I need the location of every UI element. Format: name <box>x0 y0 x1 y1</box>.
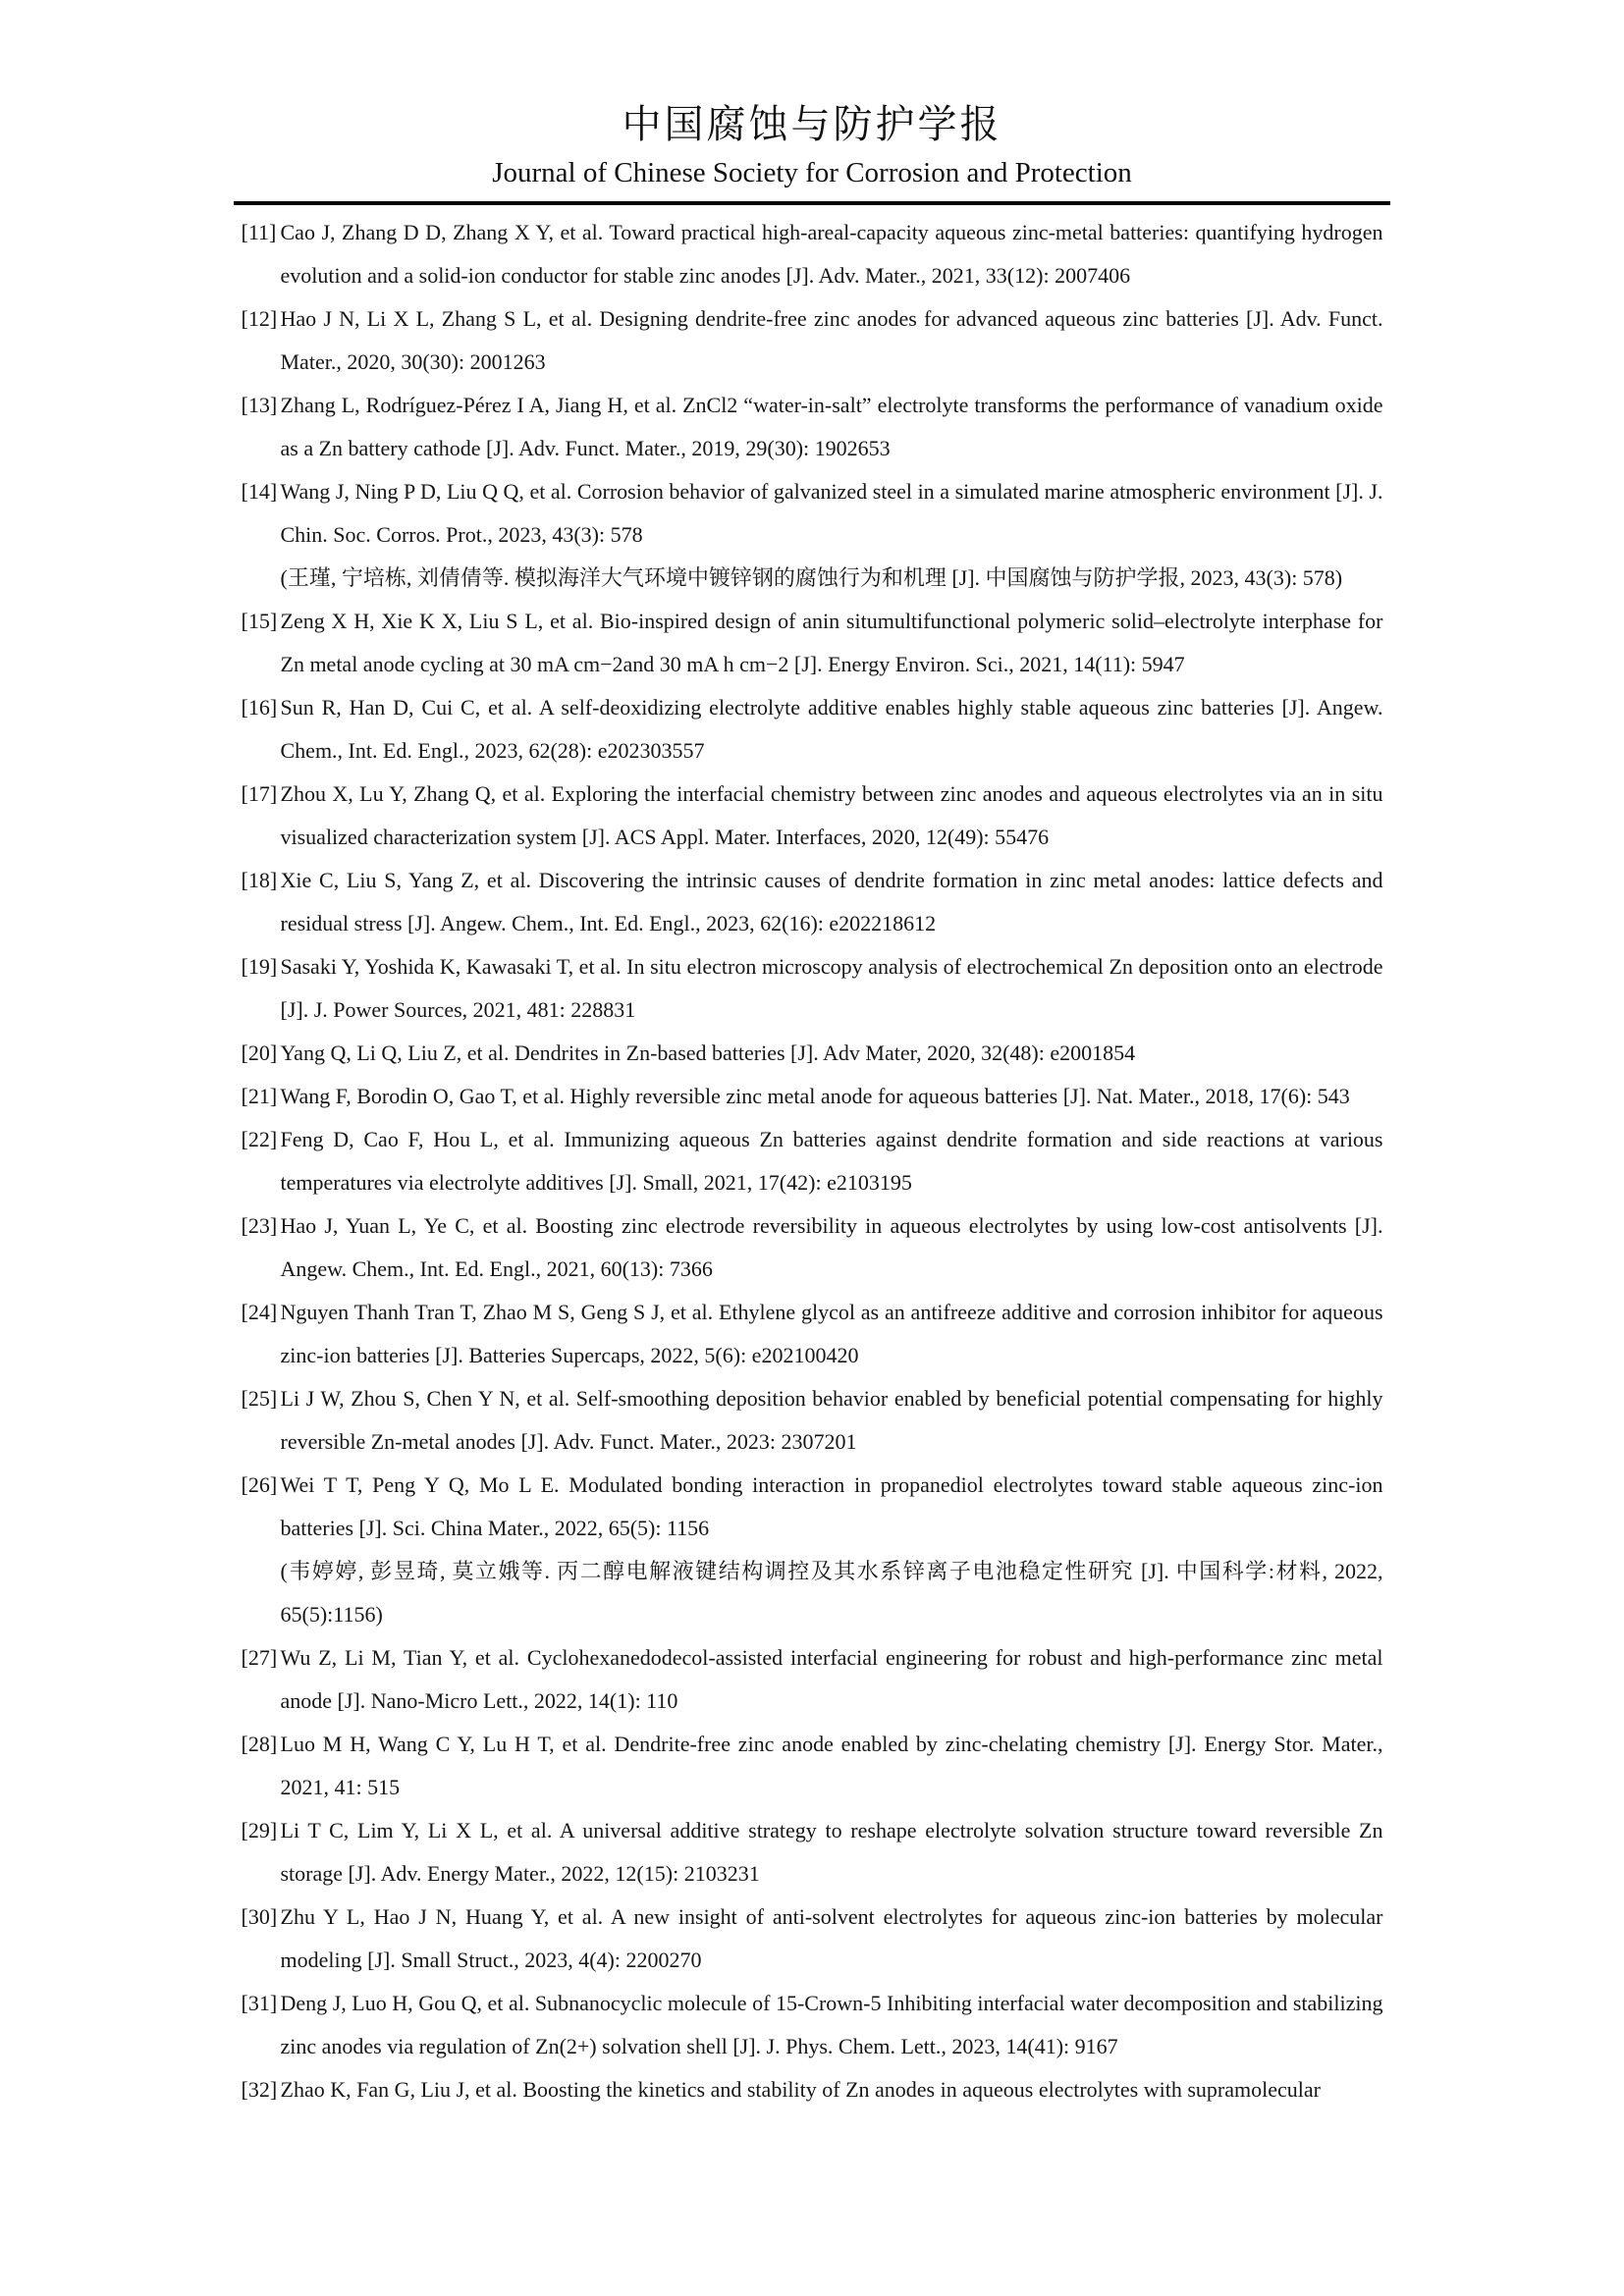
reference-number: [11] <box>241 220 277 244</box>
reference-item <box>242 1896 1383 1982</box>
reference-number: [12] <box>241 306 278 331</box>
reference-text: Wang F, Borodin O, Gao T, et al. Highly reversible zinc metal anode for aqueous batteries [J]. Nat. Mater., 2018, 17(6): 543 <box>280 1084 1350 1108</box>
reference-item <box>242 1075 1383 1118</box>
reference-item <box>242 1118 1383 1204</box>
reference-number: [26] <box>241 1472 278 1497</box>
reference-item <box>242 384 1383 470</box>
reference-item <box>242 600 1383 686</box>
reference-text: Zhou X, Lu Y, Zhang Q, et al. Exploring the interfacial chemistry between zinc anodes and aqueous electrolytes via an in situ visualized characterization system [J]. ACS Appl. Mater. Interfaces, 2020, 12(49): 55476 <box>280 781 1383 849</box>
reference-number: [15] <box>241 609 278 633</box>
reference-text: Luo M H, Wang C Y, Lu H T, et al. Dendrite-free zinc anode enabled by zinc-chelating chemistry [J]. Energy Stor. Mater., 2021, 41: 515 <box>280 1732 1383 1799</box>
reference-number: [24] <box>241 1300 278 1324</box>
reference-item <box>242 686 1383 773</box>
reference-number: [18] <box>241 868 278 892</box>
reference-text: Hao J, Yuan L, Ye C, et al. Boosting zinc electrode reversibility in aqueous electrolytes by using low-cost antisolvents [J]. Angew. Chem., Int. Ed. Engl., 2021, 60(13): 7366 <box>280 1213 1383 1281</box>
reference-item <box>242 297 1383 384</box>
reference-chinese-translation: (韦婷婷, 彭昱琦, 莫立娥等. 丙二醇电解液键结构调控及其水系锌离子电池稳定性研究 [J]. 中国科学:材料, 2022, 65(5):1156) <box>280 1559 1383 1627</box>
reference-text: Zeng X H, Xie K X, Liu S L, et al. Bio-inspired design of anin situmultifunctional polymeric solid–electrolyte interphase for Zn metal anode cycling at 30 mA cm−2and 30 mA h cm−2 [J]. Energy Environ. Sci., 2021, 14(11): 5947 <box>280 609 1383 676</box>
reference-item <box>242 773 1383 859</box>
reference-text: Deng J, Luo H, Gou Q, et al. Subnanocyclic molecule of 15-Crown-5 Inhibiting interfacial water decomposition and stabilizing zinc anodes via regulation of Zn(2+) solvation shell [J]. J. Phys. Chem. Lett., 2023, 14(41): 9167 <box>280 1991 1383 2058</box>
reference-item <box>242 1636 1383 1723</box>
reference-item <box>242 945 1383 1032</box>
reference-text: Xie C, Liu S, Yang Z, et al. Discovering the intrinsic causes of dendrite formation in zinc metal anodes: lattice defects and residual stress [J]. Angew. Chem., Int. Ed. Engl., 2023, 62(16): e202218612 <box>280 868 1383 935</box>
reference-number: [16] <box>241 695 278 720</box>
reference-item <box>242 1723 1383 1809</box>
reference-number: [22] <box>241 1127 278 1151</box>
reference-item <box>242 1809 1383 1896</box>
reference-number: [20] <box>241 1041 278 1065</box>
reference-item <box>242 1982 1383 2068</box>
reference-number: [25] <box>241 1386 278 1411</box>
references-list <box>242 211 1383 2111</box>
reference-number: [19] <box>241 954 278 979</box>
reference-item <box>242 859 1383 945</box>
reference-number: [13] <box>241 393 278 417</box>
reference-number: [14] <box>241 479 278 504</box>
reference-text: Wei T T, Peng Y Q, Mo L E. Modulated bonding interaction in propanediol electrolytes toward stable aqueous zinc-ion batteries [J]. Sci. China Mater., 2022, 65(5): 1156 <box>280 1472 1383 1540</box>
reference-text: Wang J, Ning P D, Liu Q Q, et al. Corrosion behavior of galvanized steel in a simulated marine atmospheric environment [J]. J. Chin. Soc. Corros. Prot., 2023, 43(3): 578 <box>280 479 1383 547</box>
reference-item <box>242 1291 1383 1377</box>
reference-item <box>242 1464 1383 1636</box>
reference-number: [27] <box>241 1645 278 1670</box>
reference-item <box>242 1032 1383 1075</box>
reference-text: Zhang L, Rodríguez-Pérez I A, Jiang H, et al. ZnCl2 “water-in-salt” electrolyte transforms the performance of vanadium oxide as a Zn battery cathode [J]. Adv. Funct. Mater., 2019, 29(30): 1902653 <box>280 393 1383 460</box>
reference-text: Li J W, Zhou S, Chen Y N, et al. Self-smoothing deposition behavior enabled by beneficial potential compensating for highly reversible Zn-metal anodes [J]. Adv. Funct. Mater., 2023: 2307201 <box>280 1386 1383 1454</box>
reference-text: Zhao K, Fan G, Liu J, et al. Boosting the kinetics and stability of Zn anodes in aqueous electrolytes with supramolecular <box>280 2077 1321 2102</box>
reference-number: [32] <box>241 2077 278 2102</box>
reference-number: [17] <box>241 781 278 806</box>
header-divider-rule <box>234 201 1390 205</box>
reference-number: [31] <box>241 1991 278 2015</box>
reference-item <box>242 470 1383 600</box>
reference-text: Wu Z, Li M, Tian Y, et al. Cyclohexanedodecol-assisted interfacial engineering for robust and high-performance zinc metal anode [J]. Nano-Micro Lett., 2022, 14(1): 110 <box>280 1645 1383 1713</box>
reference-number: [29] <box>241 1818 278 1842</box>
reference-text: Nguyen Thanh Tran T, Zhao M S, Geng S J, et al. Ethylene glycol as an antifreeze additive and corrosion inhibitor for aqueous zinc-ion batteries [J]. Batteries Supercaps, 2022, 5(6): e202100420 <box>280 1300 1383 1367</box>
reference-text: Zhu Y L, Hao J N, Huang Y, et al. A new insight of anti-solvent electrolytes for aqueous zinc-ion batteries by molecular modeling [J]. Small Struct., 2023, 4(4): 2200270 <box>280 1904 1383 1972</box>
reference-number: [21] <box>241 1084 278 1108</box>
reference-item <box>242 1377 1383 1464</box>
reference-item <box>242 211 1383 297</box>
reference-text: Li T C, Lim Y, Li X L, et al. A universal additive strategy to reshape electrolyte solvation structure toward reversible Zn storage [J]. Adv. Energy Mater., 2022, 12(15): 2103231 <box>280 1818 1383 1886</box>
reference-item <box>242 1204 1383 1291</box>
journal-title-english: Journal of Chinese Society for Corrosion and Protection <box>492 157 1132 188</box>
reference-text: Sun R, Han D, Cui C, et al. A self-deoxidizing electrolyte additive enables highly stable aqueous zinc batteries [J]. Angew. Chem., Int. Ed. Engl., 2023, 62(28): e202303557 <box>280 695 1383 763</box>
reference-text: Sasaki Y, Yoshida K, Kawasaki T, et al. In situ electron microscopy analysis of electrochemical Zn deposition onto an electrode [J]. J. Power Sources, 2021, 481: 228831 <box>280 954 1383 1022</box>
reference-number: [30] <box>241 1904 278 1929</box>
reference-item <box>242 2068 1383 2111</box>
reference-number: [23] <box>241 1213 278 1238</box>
reference-text: Feng D, Cao F, Hou L, et al. Immunizing aqueous Zn batteries against dendrite formation and side reactions at various temperatures via electrolyte additives [J]. Small, 2021, 17(42): e2103195 <box>280 1127 1383 1195</box>
reference-text: Hao J N, Li X L, Zhang S L, et al. Designing dendrite-free zinc anodes for advanced aqueous zinc batteries [J]. Adv. Funct. Mater., 2020, 30(30): 2001263 <box>280 306 1383 374</box>
journal-title-chinese: 中国腐蚀与防护学报 <box>622 102 1002 146</box>
reference-text: Cao J, Zhang D D, Zhang X Y, et al. Toward practical high-areal-capacity aqueous zinc-metal batteries: quantifying hydrogen evolution and a solid-ion conductor for stable zinc anodes [J]. Adv. Mater., 2021, 33(12): 2007406 <box>280 220 1383 288</box>
page-header <box>0 0 1624 192</box>
reference-number: [28] <box>241 1732 278 1756</box>
reference-text: Yang Q, Li Q, Liu Z, et al. Dendrites in Zn-based batteries [J]. Adv Mater, 2020, 32(48): e2001854 <box>280 1041 1136 1065</box>
reference-chinese-translation: (王瑾, 宁培栋, 刘倩倩等. 模拟海洋大气环境中镀锌钢的腐蚀行为和机理 [J]. 中国腐蚀与防护学报, 2023, 43(3): 578) <box>280 565 1343 590</box>
